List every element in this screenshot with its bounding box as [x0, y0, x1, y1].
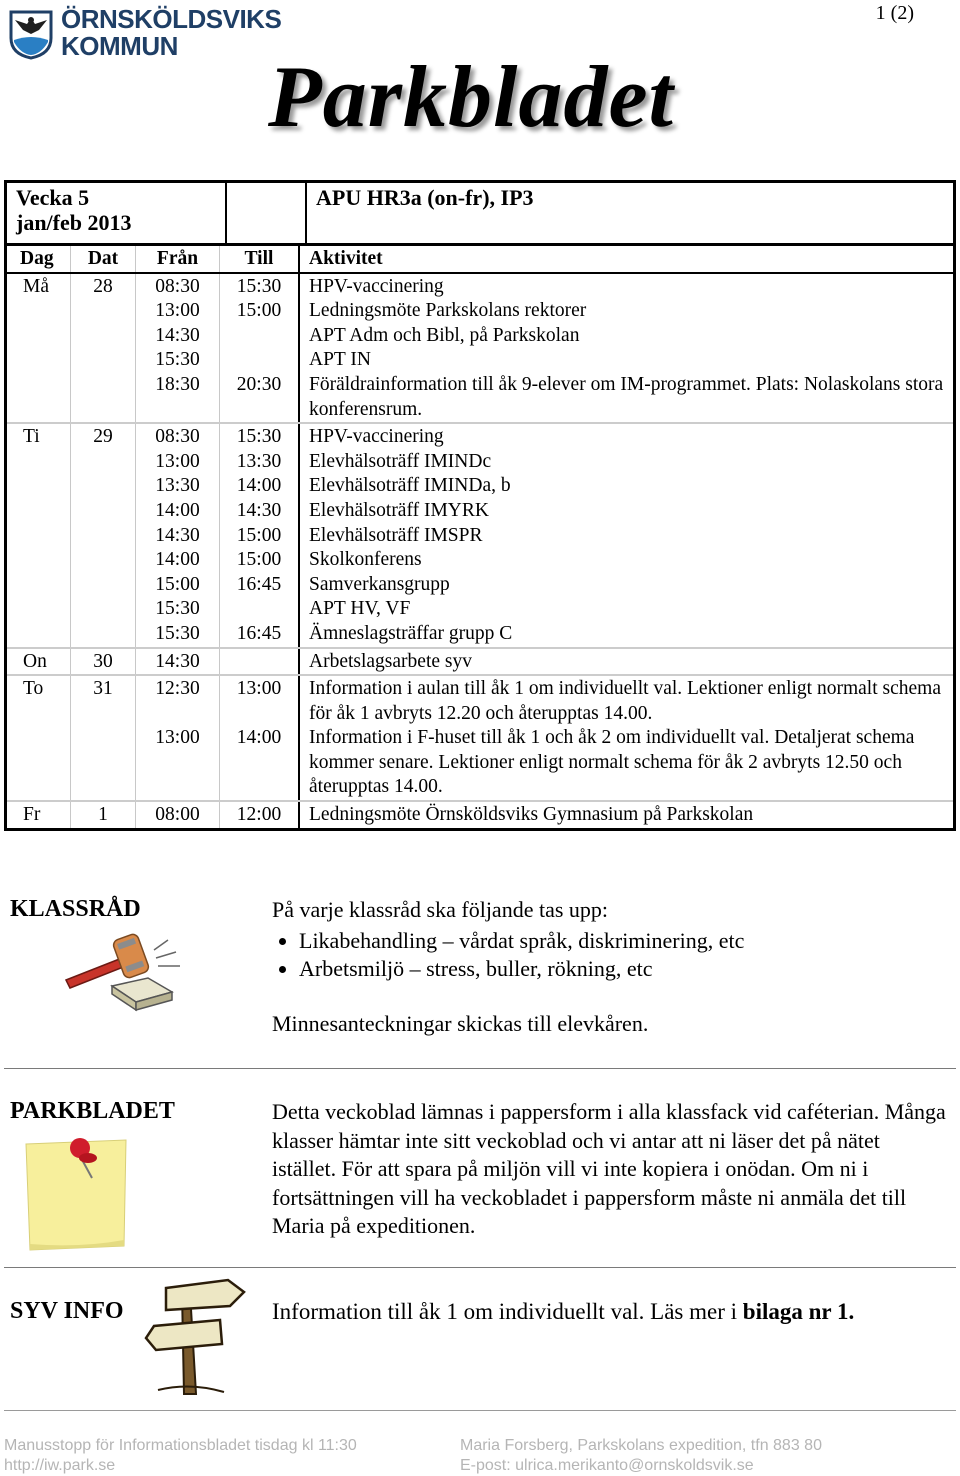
logo-line-1: ÖRNSKÖLDSVIKS: [61, 4, 282, 34]
activity-text: APT HV, VF: [309, 598, 411, 620]
from-time: 14:30: [155, 324, 200, 346]
footer-right: [460, 1436, 822, 1476]
table-row: [7, 802, 953, 828]
list-item: • Likabehandling – vårdat språk, diskriminering, etc: [299, 927, 948, 956]
to-time: [220, 650, 298, 675]
from-time: 13:30: [155, 475, 200, 497]
to-time: 16:45: [236, 622, 282, 644]
parkbladet-heading: PARKBLADET: [10, 1098, 175, 1124]
from-time: 15:30: [155, 349, 200, 371]
activity-text: Ledningsmöte Parkskolans rektorer: [309, 300, 587, 322]
col-header-dat: Dat: [71, 246, 136, 272]
to-time: 13:00: [236, 678, 282, 700]
klassrad-content: [272, 896, 948, 1038]
section-divider: [4, 1410, 956, 1411]
activity-cell: [300, 424, 953, 646]
signpost-icon: [144, 1274, 248, 1398]
activity-text: Ledningsmöte Örnsköldsviks Gymnasium på Parkskolan: [309, 804, 754, 826]
activity-text: Föräldrainformation till åk 9-elever om IM-programmet. Plats: Nolaskolans stora konferensrum.: [309, 373, 944, 420]
from-cell: [136, 424, 220, 646]
klassrad-note: Minnesanteckningar skickas till elevkåren.: [272, 1010, 649, 1036]
table-row: [7, 424, 953, 648]
date-cell: 31: [71, 676, 136, 800]
from-time: 08:30: [155, 275, 200, 297]
activity-text: Elevhälsoträff IMINDc: [309, 450, 492, 472]
klassrad-bullet-list: [272, 927, 948, 984]
col-header-aktivitet: Aktivitet: [309, 248, 383, 269]
from-time: 18:30: [155, 373, 200, 395]
logo-wordmark: [61, 6, 281, 60]
to-time: 15:30: [236, 426, 282, 448]
page-number: 1 (2): [875, 2, 914, 24]
from-cell: [136, 274, 220, 423]
from-cell: [136, 649, 220, 675]
to-time: [220, 597, 298, 622]
to-cell: [220, 649, 300, 675]
activity-text: Skolkonferens: [309, 549, 422, 571]
from-cell: [136, 802, 220, 828]
from-time: 13:00: [155, 300, 200, 322]
activity-text: Ämneslagsträffar grupp C: [309, 622, 513, 644]
header-blank-cell: [227, 183, 307, 243]
activity-text: Elevhälsoträff IMSPR: [309, 524, 483, 546]
syv-text-attachment: bilaga nr 1.: [742, 1299, 855, 1324]
day-cell: Må: [7, 274, 71, 423]
date-cell: 28: [71, 274, 136, 423]
activity-text: Elevhälsoträff IMINDa, b: [309, 475, 511, 497]
footer-contact: Maria Forsberg, Parkskolans expedition, tfn 883 80: [460, 1437, 822, 1454]
to-time: 13:30: [236, 450, 282, 472]
activity-cell: [300, 649, 953, 675]
table-row: [7, 676, 953, 802]
from-time: 08:30: [155, 426, 200, 448]
to-time: 14:00: [236, 727, 282, 749]
period-label: jan/feb 2013: [16, 210, 132, 235]
from-time: 14:30: [155, 524, 200, 546]
activity-text: APT Adm och Bibl, på Parkskolan: [309, 324, 580, 346]
week-cell: [7, 183, 227, 243]
col-header-dag: Dag: [7, 246, 71, 272]
date-cell: 29: [71, 424, 136, 646]
parkbladet-text: Detta veckoblad lämnas i pappersform i alla klassfack vid caféterian. Många klasser hämtar inte sitt veckoblad och vi antar att ni läser det på nätet istället. För att spara på miljön vill vi inte kopiera i onödan. Om ni i fortsättningen vill ha veckobladet i pappersform måste ni anmäla det till Maria på expeditionen.: [272, 1099, 946, 1238]
program-title: APU HR3a (on-fr), IP3: [316, 185, 534, 210]
col-header-till: Till: [220, 246, 300, 272]
footer-left: [4, 1436, 357, 1476]
schedule-table: [4, 180, 956, 831]
from-time: 12:30: [155, 678, 200, 700]
syv-text: [272, 1298, 948, 1327]
week-label: Vecka 5: [16, 185, 90, 210]
day-cell: To: [7, 676, 71, 800]
footer-deadline: Manusstopp för Informationsbladet tisdag kl 11:30: [4, 1437, 357, 1454]
from-time: 15:30: [155, 622, 200, 644]
activity-cell: [300, 802, 953, 828]
from-time: 08:00: [155, 804, 200, 826]
day-cell: On: [7, 649, 71, 675]
activity-text: HPV-vaccinering: [309, 426, 444, 448]
to-time: [220, 324, 298, 349]
to-time: 14:30: [236, 499, 282, 521]
date-cell: 1: [71, 802, 136, 828]
from-time: 15:00: [155, 573, 200, 595]
syv-heading: SYV INFO: [10, 1298, 124, 1324]
from-cell: [136, 676, 220, 800]
table-row: [7, 649, 953, 677]
to-cell: [220, 274, 300, 423]
footer-url-link[interactable]: http://iw.park.se: [4, 1457, 116, 1474]
activity-text: Samverkansgrupp: [309, 573, 450, 595]
footer-email-link[interactable]: E-post: ulrica.merikanto@ornskoldsvik.se: [460, 1457, 754, 1474]
col-header-fran: Från: [136, 246, 220, 272]
syv-text-main: Information till åk 1 om individuellt val. Läs mer i: [272, 1299, 743, 1324]
gavel-icon: [60, 928, 188, 1012]
activity-cell: [300, 274, 953, 423]
to-cell: [220, 424, 300, 646]
list-item: • Arbetsmiljö – stress, buller, rökning, etc: [299, 955, 948, 984]
from-time: 14:00: [155, 499, 200, 521]
klassrad-heading: KLASSRÅD: [10, 896, 141, 922]
to-time: 15:00: [236, 524, 282, 546]
from-time: 14:00: [155, 549, 200, 571]
from-time: 14:30: [155, 650, 200, 672]
activity-text: HPV-vaccinering: [309, 275, 444, 297]
activity-cell: [300, 676, 953, 800]
to-cell: [220, 676, 300, 800]
activity-text: Information i aulan till åk 1 om individuellt val. Lektioner enligt normalt schema för åk 1 avbryts 12.20 och återupptas 14.00.: [309, 678, 941, 724]
to-time: [220, 348, 298, 373]
activity-text: APT IN: [309, 349, 371, 371]
date-cell: 30: [71, 649, 136, 675]
table-row: [7, 274, 953, 425]
activity-text: Arbetslagsarbete syv: [309, 650, 472, 672]
schedule-header: [7, 183, 953, 246]
page-title: Parkbladet: [268, 49, 674, 146]
sticky-note-pin-icon: [20, 1128, 132, 1254]
to-time: 16:45: [236, 573, 282, 595]
to-time: 15:00: [236, 300, 282, 322]
klassrad-intro: På varje klassråd ska följande tas upp:: [272, 897, 609, 922]
eagle-shield-icon: [7, 8, 55, 60]
column-header-row: [7, 246, 953, 274]
to-cell: [220, 802, 300, 828]
schedule-body: [7, 274, 953, 828]
logo-line-2: KOMMUN: [61, 31, 178, 61]
from-time: 13:00: [155, 727, 200, 749]
day-cell: Fr: [7, 802, 71, 828]
activity-text: Elevhälsoträff IMYRK: [309, 499, 489, 521]
to-time: 15:00: [236, 549, 282, 571]
municipality-logo: [5, 4, 282, 62]
from-time: 15:30: [155, 598, 200, 620]
to-time: 15:30: [236, 275, 282, 297]
to-time: 12:00: [236, 804, 282, 826]
activity-text: Information i F-huset till åk 1 och åk 2 om individuellt val. Detaljerat schema kommer senare. Lektioner enligt normalt schema för åk 2 avbryts 12.50 och återupptas 14.00.: [309, 727, 915, 798]
section-divider: [4, 1068, 956, 1069]
to-time: 14:00: [236, 475, 282, 497]
section-divider: [4, 1267, 956, 1268]
from-time: 13:00: [155, 450, 200, 472]
day-cell: Ti: [7, 424, 71, 646]
to-time: 20:30: [236, 373, 282, 395]
